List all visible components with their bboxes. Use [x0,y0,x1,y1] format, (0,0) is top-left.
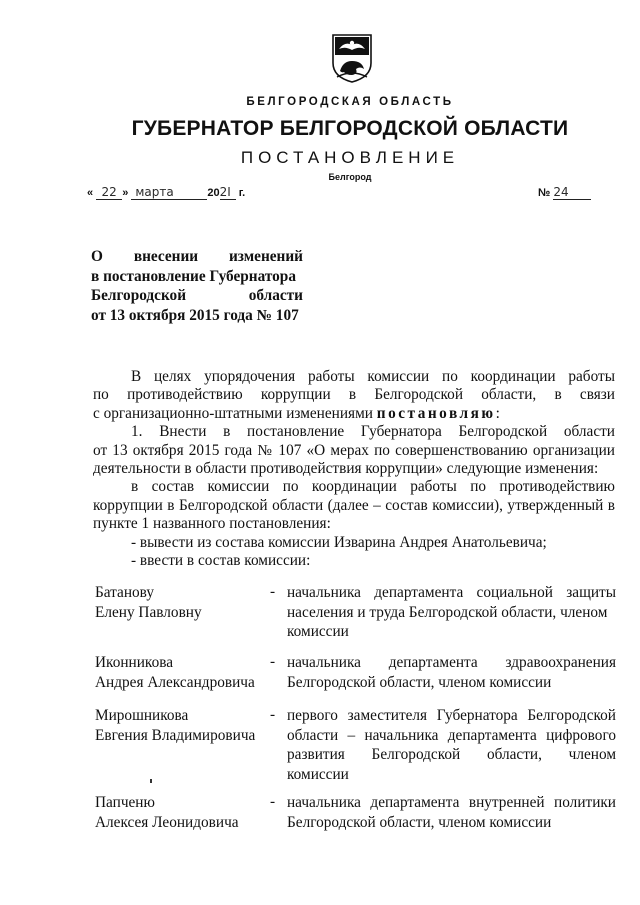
member-name [95,706,255,745]
member-given-names: Андрея Александровича [95,673,255,691]
member-role [287,653,616,692]
clause-1-line: 1. Внести в постановление Губернатора Белгородской области [131,423,615,441]
member-role-line: развития Белгородской области, членом [287,746,616,763]
subject-line: от 13 октября 2015 года № 107 [91,306,299,324]
issuer-title: ГУБЕРНАТОР БЕЛГОРОДСКОЙ ОБЛАСТИ [131,117,569,140]
member-given-names: Елену Павловну [95,603,202,621]
member-role [287,793,616,832]
decree-verb: постановляю [376,404,496,422]
document-date [87,185,245,200]
document-type: ПОСТАНОВЛЕНИЕ [240,148,460,167]
member-dash: - [270,706,276,723]
city-name: Белгород [328,172,372,182]
subject-line: О внесении изменений [91,248,303,265]
member-surname: Иконникова [95,654,174,671]
date-year-prefix: 20 [207,187,220,199]
list-item-remove: - вывести из состава комиссии Изварина Андрея Анатольевича; [131,533,547,551]
clause-composition-line: в состав комиссии по координации работы по противодействию [131,478,615,496]
document-subject [91,247,303,325]
member-surname: Батанову [95,584,155,601]
member-given-names: Алексея Леонидовича [95,813,239,831]
document-number [538,185,591,200]
preamble-line [93,405,615,423]
list-item-add: - ввести в состав комиссии: [131,552,311,570]
region-name: БЕЛГОРОДСКАЯ ОБЛАСТЬ [246,96,454,108]
member-role-line: области – начальника департамента цифрового [287,726,616,744]
date-year-suffix: 2I [220,185,236,200]
member-role-text: Белгородской области, членом комиссии [287,813,552,831]
scan-speck [150,779,152,783]
preamble-text: с организационно-штатными изменениями [93,404,377,422]
member-role-line: первого заместителя Губернатора Белгородской [287,707,616,724]
date-month: марта [131,185,207,200]
member-name [95,793,239,832]
member-role-text: населения и труда Белгородской области, членом комиссии [287,603,608,640]
preamble-line: В целях упорядочения работы комиссии по координации работы [131,368,615,385]
subject-line: Белгородской области [91,287,303,304]
number-label: № [538,187,551,199]
preamble-line: по противодействию коррупции в Белгородской области, в связи [93,386,615,404]
member-dash: - [270,583,276,600]
clause-composition-text: коррупции в Белгородской области (далее – состав комиссии), утвержденный в пункте 1 названного постановления: [93,496,615,533]
member-role [287,583,616,642]
member-name [95,583,202,622]
number-value: 24 [553,185,591,200]
date-day: 22 [96,185,122,200]
member-role-line: начальника департамента внутренней политики [287,794,616,811]
member-surname: Папченю [95,794,155,811]
member-role-text: Белгородской области, членом комиссии [287,673,552,691]
member-given-names: Евгения Владимировича [95,726,256,744]
member-dash: - [270,653,276,670]
belgorod-coat-of-arms-icon [331,33,373,83]
member-dash: - [270,793,276,810]
preamble-colon: : [495,404,500,422]
document-body [93,368,615,570]
member-surname: Мирошникова [95,707,189,724]
clause-1-text: от 13 октября 2015 года № 107 «О мерах по совершенствованию организации деятельности в области противодействия коррупции» следующие изменения: [93,441,615,478]
member-role-text: комиссии [287,765,349,783]
subject-line: в постановление Губернатора [91,267,296,285]
member-name [95,653,255,692]
member-role [287,706,616,784]
date-open-quote: « [87,187,94,199]
member-role-line: начальника департамента здравоохранения [287,654,616,671]
date-close-quote: » [122,187,129,199]
member-role-line: начальника департамента социальной защиты [287,584,616,601]
date-year-abbr: г. [238,187,246,199]
